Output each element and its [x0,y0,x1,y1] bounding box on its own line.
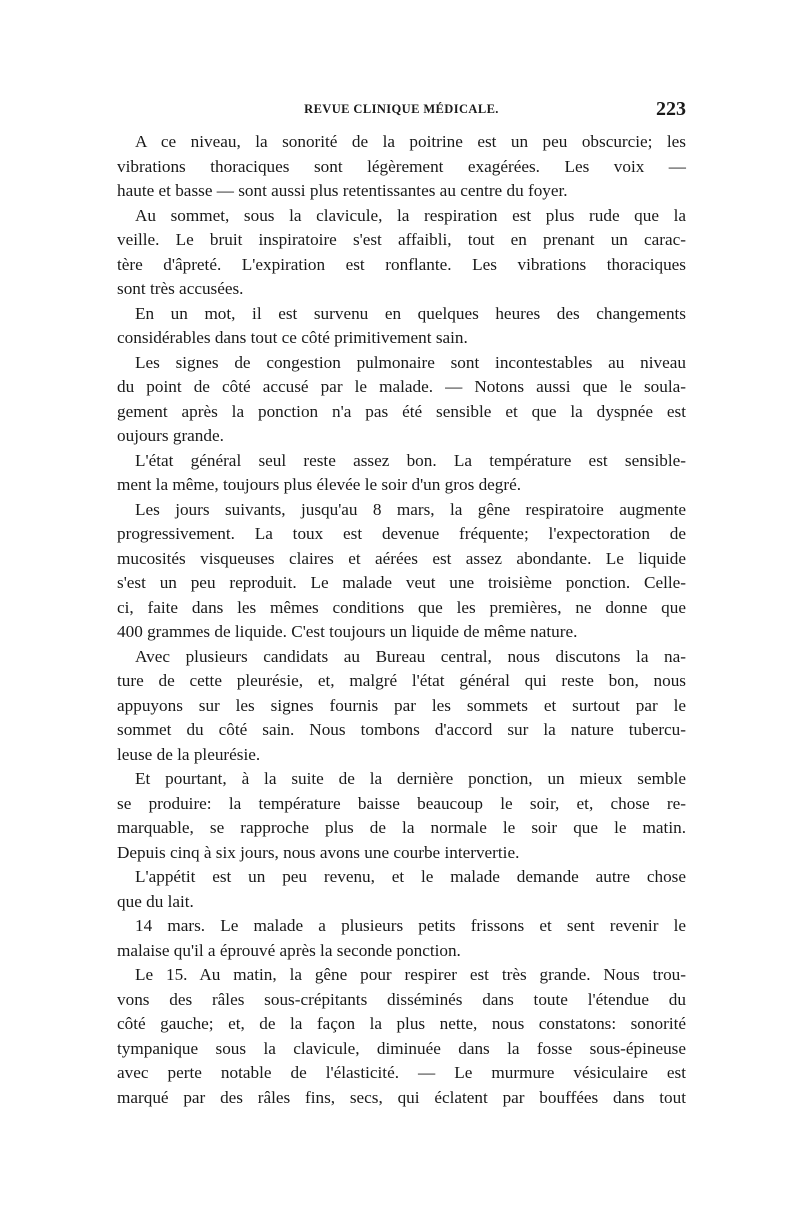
text-line: sommet du côté sain. Nous tombons d'accord sur la nature tubercu- [117,720,686,739]
text-line: Les jours suivants, jusqu'au 8 mars, la gêne respiratoire augmente [135,499,686,519]
text-line: vons des râles sous-crépitants disséminés dans toute l'étendue du [117,989,686,1009]
text-line: sont très accusées. [117,279,244,298]
text-line: marquable, se rapproche plus de la normale le soir que le matin. [117,818,686,837]
text-line: gement après la ponction n'a pas été sensible et que la dyspnée est [117,401,686,421]
text-line: avec perte notable de l'élasticité. — Le murmure vésiculaire est [117,1063,686,1082]
text-line: 14 mars. Le malade a plusieurs petits frissons et sent revenir le [135,916,686,935]
text-line: L'appétit est un peu revenu, et le malade demande autre chose [135,867,686,886]
text-line: se produire: la température baisse beaucoup le soir, et, chose re- [117,793,686,813]
text-line: tère d'âpreté. L'expiration est ronflante. Les vibrations thoraciques [117,254,686,274]
text-line: ture de cette pleurésie, et, malgré l'état général qui reste bon, nous [117,671,686,690]
text-line: appuyons sur les signes fournis par les sommets et surtout par le [117,695,686,715]
text-line: 400 grammes de liquide. C'est toujours un liquide de même nature. [117,622,578,641]
text-line: leuse de la pleurésie. [117,744,261,764]
page-number: 223 [656,98,686,120]
text-line: Le 15. Au matin, la gêne pour respirer est très grande. Nous trou- [135,965,686,984]
running-title: REVUE CLINIQUE MÉDICALE. [304,102,499,116]
text-line: L'état général seul reste assez bon. La température est sensible- [135,450,686,470]
text-line: Les signes de congestion pulmonaire sont incontestables au niveau [135,352,686,372]
text-line: Depuis cinq à six jours, nous avons une courbe intervertie. [117,842,520,862]
text-line: Avec plusieurs candidats au Bureau central, nous discutons la na- [135,646,686,666]
text-line: considérables dans tout ce côté primitivement sain. [117,328,468,347]
text-line: mucosités visqueuses claires et aérées est assez abondante. Le liquide [117,548,686,568]
running-head [117,98,686,124]
text-line: Et pourtant, à la suite de la dernière ponction, un mieux semble [135,769,686,788]
text-line: tympanique sous la clavicule, diminuée dans la fosse sous-épineuse [117,1038,686,1058]
text-line: vibrations thoraciques sont légèrement exagérées. Les voix — [117,156,686,176]
text-line: côté gauche; et, de la façon la plus nette, nous constatons: sonorité [117,1014,686,1033]
text-line: que du lait. [117,891,194,911]
text-line: En un mot, il est survenu en quelques heures des changements [135,303,686,323]
text-line: du point de côté accusé par le malade. — Notons aussi que le soula- [117,377,686,396]
text-line: Au sommet, sous la clavicule, la respiration est plus rude que la [135,205,686,225]
text-line: progressivement. La toux est devenue fréquente; l'expectoration de [117,524,686,543]
text-line: malaise qu'il a éprouvé après la seconde ponction. [117,940,461,960]
text-line: oujours grande. [117,426,224,445]
text-line: marqué par des râles fins, secs, qui éclatent par bouffées dans tout [117,1087,686,1107]
body-text [117,130,686,1110]
text-line: haute et basse — sont aussi plus retentissantes au centre du foyer. [117,181,568,200]
text-line: s'est un peu reproduit. Le malade veut une troisième ponction. Celle- [117,573,686,592]
text-line: ci, faite dans les mêmes conditions que les premières, ne donne que [117,597,686,617]
text-line: A ce niveau, la sonorité de la poitrine est un peu obscurcie; les [135,132,686,151]
text-line: veille. Le bruit inspiratoire s'est affaibli, tout en prenant un carac- [117,230,686,249]
text-line: ment la même, toujours plus élevée le soir d'un gros degré. [117,475,522,494]
